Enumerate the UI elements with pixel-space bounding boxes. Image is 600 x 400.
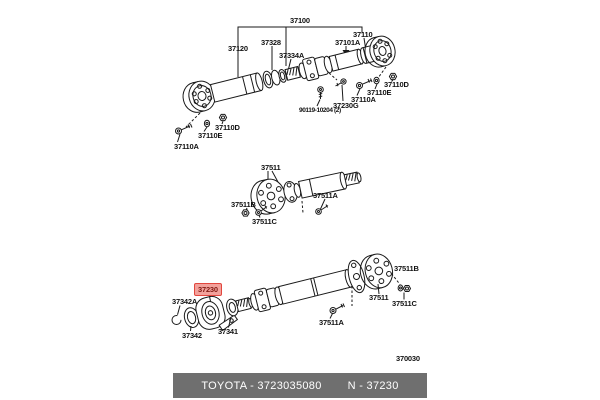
part-label-37101a[interactable]: 37101A <box>335 38 361 47</box>
part-label-37110d-front[interactable]: 37110D <box>215 123 240 132</box>
part-label-37110a-front[interactable]: 37110A <box>174 142 199 151</box>
part-label-37230-highlighted[interactable]: 37230 <box>194 283 222 296</box>
part-label-37511b-rear[interactable]: 37511B <box>394 264 419 273</box>
part-label-37230g[interactable]: 37230G <box>333 101 359 110</box>
footer-bar <box>173 373 427 398</box>
part-label-37110a-rear[interactable]: 37110A <box>351 95 376 104</box>
part-label-37511-rear[interactable]: 37511 <box>369 293 389 302</box>
part-label-37328[interactable]: 37328 <box>261 38 281 47</box>
part-label-37511-mid[interactable]: 37511 <box>261 163 281 172</box>
part-label-37100[interactable]: 37100 <box>290 16 310 25</box>
footer-reference: N - 37230 <box>347 379 399 392</box>
footer-part-code: TOYOTA - 3723035080 <box>201 379 322 392</box>
part-label-37110d-rear[interactable]: 37110D <box>384 80 409 89</box>
bolt-90119-10204-icon <box>317 87 323 106</box>
figure-number: 370030 <box>396 354 420 363</box>
part-label-37110e-front[interactable]: 37110E <box>198 131 223 140</box>
front-propeller-shaft-drawing <box>176 27 399 142</box>
part-label-37120[interactable]: 37120 <box>228 44 248 53</box>
part-label-37342[interactable]: 37342 <box>182 331 202 340</box>
bolt-37230g-icon <box>329 73 346 101</box>
part-label-37511a-rear[interactable]: 37511A <box>319 318 344 327</box>
part-label-90119-10204[interactable]: 90119-10204 (2) <box>299 107 341 114</box>
part-label-37110[interactable]: 37110 <box>353 30 373 39</box>
part-label-37342a[interactable]: 37342A <box>172 297 198 306</box>
rear-coupling-nut-group <box>392 274 411 300</box>
part-label-37334a[interactable]: 37334A <box>279 51 305 60</box>
part-label-37110e-rear[interactable]: 37110E <box>367 88 392 97</box>
part-label-37511c-rear[interactable]: 37511C <box>392 299 417 308</box>
part-label-37511b-mid[interactable]: 37511B <box>231 200 256 209</box>
snap-ring-icon <box>172 306 181 325</box>
part-label-37341[interactable]: 37341 <box>218 327 238 336</box>
part-label-37511c-mid[interactable]: 37511C <box>252 217 277 226</box>
part-label-37511a-mid[interactable]: 37511A <box>313 191 338 200</box>
